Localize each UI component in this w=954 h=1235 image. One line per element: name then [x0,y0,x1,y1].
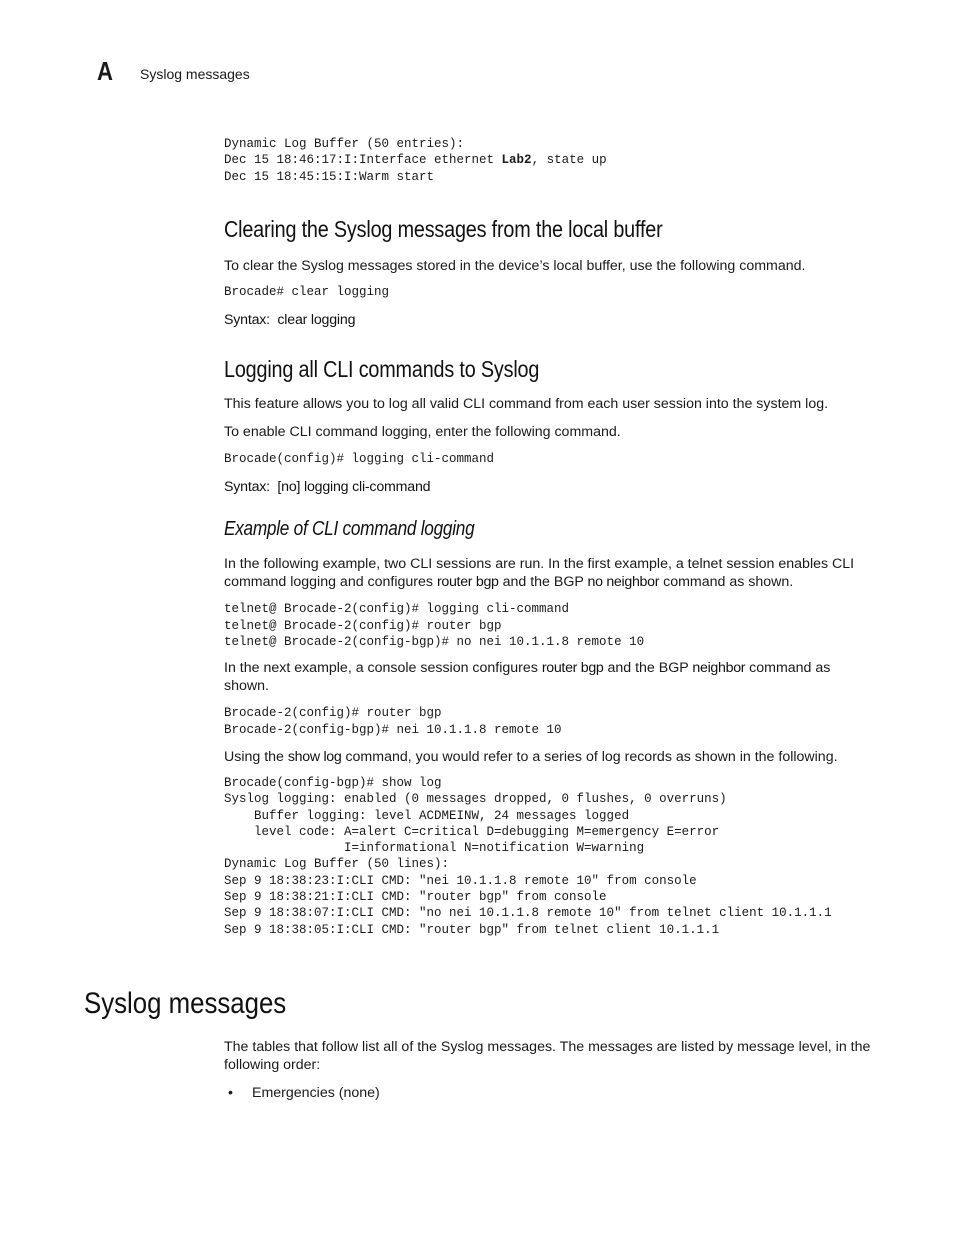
code-line: Sep 9 18:38:21:I:CLI CMD: "router bgp" from console [224,890,607,905]
subsection-heading-example: Example of CLI command logging [224,518,475,541]
syntax-line [224,478,874,496]
section-heading-syslog-messages: Syslog messages [84,987,287,1020]
code-line: level code: A=alert C=critical D=debugging M=emergency E=error [224,824,720,839]
command-keyword: show log [287,748,342,765]
command-keyword: router bgp [541,660,604,677]
chapter-letter: A [97,56,113,86]
syntax-line [224,311,874,329]
paragraph: To clear the Syslog messages stored in the device’s local buffer, use the following command. [224,257,806,274]
paragraph: The tables that follow list all of the Syslog messages. The messages are listed by message level, in the following order: [224,1039,871,1073]
section-heading-cli-logging: Logging all CLI commands to Syslog [224,356,540,383]
command-keyword: neighbor [692,660,746,677]
code-block-cli-command: Brocade(config)# logging cli-command [224,452,495,467]
code-line: Buffer logging: level ACDMEINW, 24 messages logged [224,808,630,823]
code-line: Syslog logging: enabled (0 messages dropped, 0 flushes, 0 overruns) [224,792,727,807]
code-block-console-session [224,705,874,738]
code-line: telnet@ Brocade-2(config)# logging cli-command [224,602,570,617]
code-line: Sep 9 18:38:07:I:CLI CMD: "no nei 10.1.1.8 remote 10" from telnet client 10.1.1.1 [224,906,832,921]
list-item-text: Emergencies (none) [252,1085,380,1101]
syslog-section-content [224,1038,874,1102]
syntax-label: Syntax: [224,479,270,496]
running-header-title: Syslog messages [140,66,250,82]
text-run: command as shown. [659,574,794,591]
code-line: Sep 9 18:38:23:I:CLI CMD: "nei 10.1.1.8 remote 10" from console [224,873,697,888]
paragraph [224,659,874,695]
paragraph: This feature allows you to log all valid CLI command from each user session into the system log. [224,396,829,413]
code-line: Brocade(config-bgp)# show log [224,775,442,790]
code-line-tail: , state up [531,153,607,168]
text-run: and the BGP [498,574,588,591]
code-line: Dynamic Log Buffer (50 lines): [224,857,450,872]
code-line: telnet@ Brocade-2(config-bgp)# no nei 10.1.1.8 remote 10 [224,635,645,650]
paragraph [224,748,874,766]
code-block-clear: Brocade# clear logging [224,284,390,299]
code-line: Brocade-2(config-bgp)# nei 10.1.1.8 remote 10 [224,722,562,737]
text-run: command, you would refer to a series of log records as shown in the following. [341,748,838,765]
text-run: and the BGP [603,660,693,677]
main-content [224,136,874,938]
command-keyword: router bgp [436,574,499,591]
list-item [224,1084,874,1102]
code-line: Sep 9 18:38:05:I:CLI CMD: "router bgp" from telnet client 10.1.1.1 [224,922,720,937]
code-line: telnet@ Brocade-2(config)# router bgp [224,618,502,633]
bullet-glyph: • [228,1085,233,1101]
code-block-show-log [224,775,874,938]
section-heading-clearing: Clearing the Syslog messages from the local buffer [224,215,663,242]
text-run: command as shown. [224,660,831,695]
text-run: In the next example, a console session configures [224,660,542,677]
syntax-command: [no] logging cli-command [277,479,431,496]
code-line: Brocade-2(config)# router bgp [224,706,442,721]
syntax-label: Syntax: [224,312,270,329]
text-run: In the following example, two CLI sessions are run. In the first example, a telnet session enables CLI command logging and configures [224,556,855,591]
paragraph: To enable CLI command logging, enter the following command. [224,424,621,441]
paragraph [224,555,874,591]
code-line: I=informational N=notification W=warning [224,841,645,856]
code-line: Dec 15 18:45:15:I:Warm start [224,169,435,184]
code-block-log-buffer [224,136,874,185]
text-run: Using the [224,748,288,765]
code-line: Dynamic Log Buffer (50 entries): [224,137,465,151]
code-block-telnet-session [224,601,874,650]
code-line: Dec 15 18:46:17:I:Interface ethernet [224,153,502,168]
command-keyword: no neighbor [587,574,660,591]
bullet-list [224,1084,874,1102]
syntax-command: clear logging [277,312,356,329]
code-bold-term: Lab2 [501,153,532,168]
